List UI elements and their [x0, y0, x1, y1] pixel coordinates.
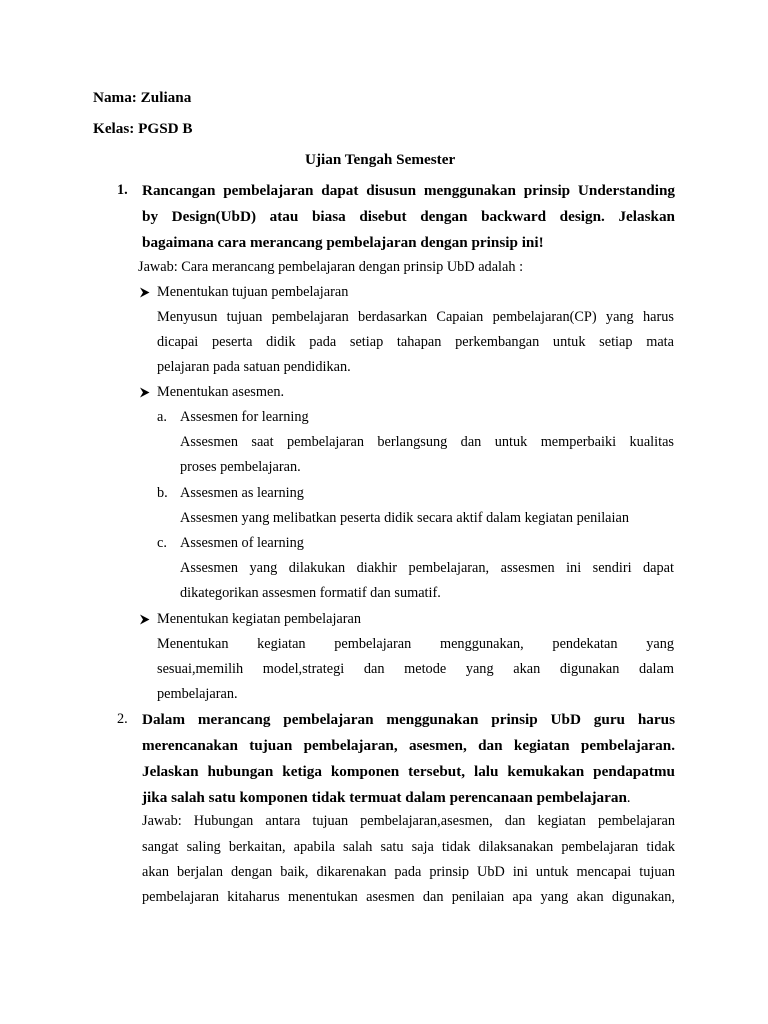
bullet-3-line-3: pembelajaran.	[157, 686, 238, 702]
sub-item-a-line-1: Assesmen saat pembelajaran berlangsung dan untuk memperbaiki kualitas	[180, 434, 674, 450]
sub-item-a-marker: a.	[157, 409, 167, 425]
bullet-2-title: Menentukan asesmen.	[157, 384, 285, 400]
sub-item-c-title: Assesmen of learning	[180, 535, 304, 551]
answer-2-line-3: akan berjalan dengan baik, dikarenakan pada prinsip UbD ini untuk mencapai tujuan	[142, 864, 675, 880]
question-2-line-4	[142, 789, 631, 807]
exam-title: Ujian Tengah Semester	[305, 151, 456, 168]
question-1-line-3: bagaimana cara merancang pembelajaran dengan prinsip ini!	[142, 234, 544, 251]
bullet-3-line-1: Menentukan kegiatan pembelajaran menggunakan, pendekatan yang	[157, 636, 674, 652]
answer-2-line-2: sangat saling berkaitan, apabila salah satu saja tidak dilaksanakan pembelajaran tidak	[142, 839, 675, 855]
question-2-line-3: Jelaskan hubungan ketiga komponen tersebut, lalu kemukakan pendapatmu	[142, 763, 675, 780]
question-2-line-4-text: jika salah satu komponen tidak termuat dalam perencanaan pembelajaran	[142, 789, 627, 806]
sub-item-c-line-1: Assesmen yang dilakukan diakhir pembelajaran, assesmen ini sendiri dapat	[180, 560, 674, 576]
arrowhead-bullet-icon	[138, 284, 152, 301]
question-2-line-2: merencanakan tujuan pembelajaran, asesmen, dan kegiatan pembelajaran.	[142, 737, 675, 754]
sub-item-c-marker: c.	[157, 535, 167, 551]
question-1-line-1: Rancangan pembelajaran dapat disusun menggunakan prinsip Understanding	[142, 182, 675, 199]
sub-item-b-title: Assesmen as learning	[180, 485, 304, 501]
bullet-1-line-2: dicapai peserta didik pada setiap tahapan perkembangan untuk setiap mata	[157, 334, 674, 350]
question-1-number: 1.	[117, 182, 128, 198]
question-1-line-2: by Design(UbD) atau biasa disebut dengan backward design. Jelaskan	[142, 208, 675, 225]
question-2-number: 2.	[117, 711, 128, 727]
sub-item-c-line-2: dikategorikan assesmen formatif dan sumatif.	[180, 585, 441, 601]
question-2-line-1: Dalam merancang pembelajaran menggunakan prinsip UbD guru harus	[142, 711, 675, 728]
bullet-3-title: Menentukan kegiatan pembelajaran	[157, 611, 362, 627]
answer-1-intro: Jawab: Cara merancang pembelajaran dengan prinsip UbD adalah :	[138, 259, 524, 275]
bullet-1-line-1: Menyusun tujuan pembelajaran berdasarkan Capaian pembelajaran(CP) yang harus	[157, 309, 674, 325]
bullet-1-line-3: pelajaran pada satuan pendidikan.	[157, 359, 351, 375]
answer-2-line-1: Jawab: Hubungan antara tujuan pembelajaran,asesmen, dan kegiatan pembelajaran	[142, 813, 675, 829]
arrowhead-bullet-icon	[138, 384, 152, 401]
student-name: Nama: Zuliana	[93, 89, 192, 106]
question-2-period: .	[626, 790, 631, 806]
sub-item-a-title: Assesmen for learning	[180, 409, 309, 425]
sub-item-b-line-1: Assesmen yang melibatkan peserta didik secara aktif dalam kegiatan penilaian	[180, 510, 629, 526]
arrowhead-bullet-icon	[138, 611, 152, 628]
bullet-1-title: Menentukan tujuan pembelajaran	[157, 284, 349, 300]
sub-item-a-line-2: proses pembelajaran.	[180, 459, 301, 475]
bullet-3-line-2: sesuai,memilih model,strategi dan metode yang akan digunakan dalam	[157, 661, 674, 677]
answer-2-line-4: pembelajaran kitaharus menentukan asesmen dan penilaian apa yang akan digunakan,	[142, 889, 675, 905]
sub-item-b-marker: b.	[157, 485, 168, 501]
student-class: Kelas: PGSD B	[93, 120, 193, 137]
